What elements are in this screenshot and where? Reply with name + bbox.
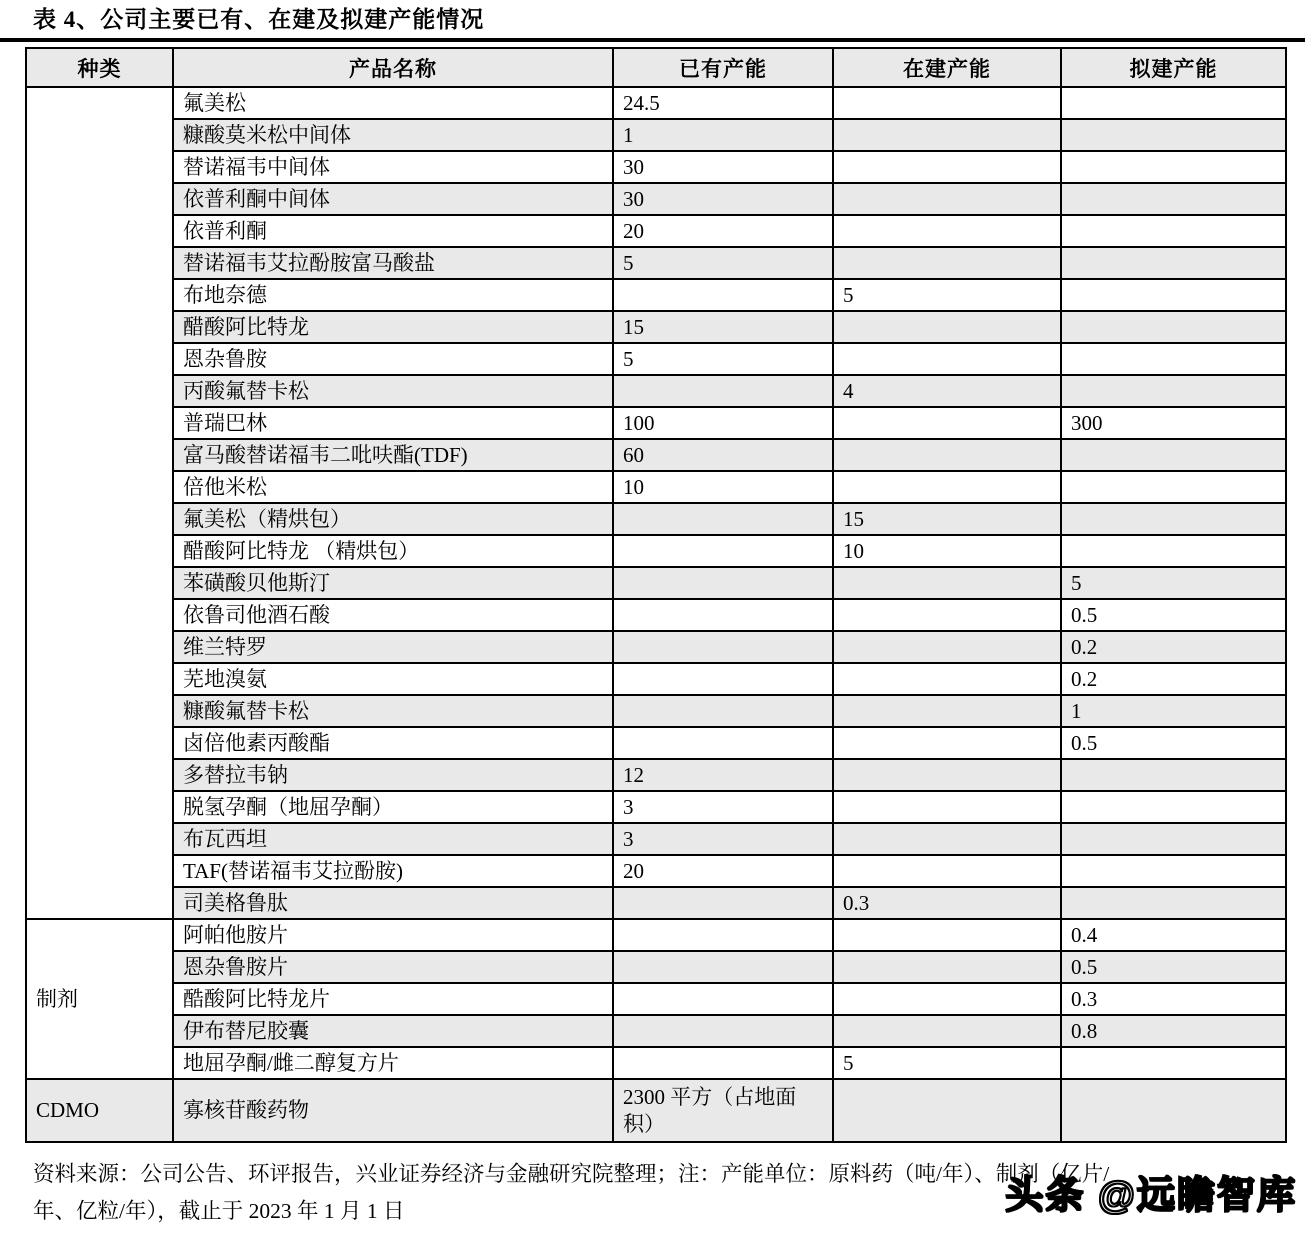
under-construction-capacity-cell bbox=[833, 183, 1061, 215]
planned-capacity-cell bbox=[1061, 279, 1286, 311]
product-name-cell: 芜地溴氨 bbox=[173, 663, 613, 695]
product-name-cell: 醋酸阿比特龙 bbox=[173, 311, 613, 343]
under-construction-capacity-cell bbox=[833, 151, 1061, 183]
table-row bbox=[26, 119, 1286, 151]
under-construction-capacity-cell: 0.3 bbox=[833, 887, 1061, 919]
existing-capacity-cell bbox=[613, 631, 833, 663]
existing-capacity-cell bbox=[613, 663, 833, 695]
product-name-cell: 倍他米松 bbox=[173, 471, 613, 503]
product-name-cell: 阿帕他胺片 bbox=[173, 919, 613, 951]
product-name-cell: 丙酸氟替卡松 bbox=[173, 375, 613, 407]
existing-capacity-cell bbox=[613, 535, 833, 567]
product-name-cell: 酷酸阿比特龙片 bbox=[173, 983, 613, 1015]
product-name-cell: 恩杂鲁胺片 bbox=[173, 951, 613, 983]
table-row bbox=[26, 759, 1286, 791]
planned-capacity-cell bbox=[1061, 215, 1286, 247]
product-name-cell: 替诺福韦中间体 bbox=[173, 151, 613, 183]
product-name-cell: 依鲁司他酒石酸 bbox=[173, 599, 613, 631]
product-name-cell: 布瓦西坦 bbox=[173, 823, 613, 855]
under-construction-capacity-cell bbox=[833, 247, 1061, 279]
category-cell bbox=[26, 87, 173, 919]
product-name-cell: 多替拉韦钠 bbox=[173, 759, 613, 791]
planned-capacity-cell bbox=[1061, 1047, 1286, 1079]
existing-capacity-cell bbox=[613, 727, 833, 759]
existing-capacity-cell: 60 bbox=[613, 439, 833, 471]
under-construction-capacity-cell bbox=[833, 727, 1061, 759]
table-header-row bbox=[26, 48, 1286, 87]
existing-capacity-cell: 100 bbox=[613, 407, 833, 439]
category-cell: 制剂 bbox=[26, 919, 173, 1079]
planned-capacity-cell: 0.3 bbox=[1061, 983, 1286, 1015]
product-name-cell: 氟美松 bbox=[173, 87, 613, 119]
planned-capacity-cell: 1 bbox=[1061, 695, 1286, 727]
table-row bbox=[26, 1047, 1286, 1079]
planned-capacity-cell bbox=[1061, 887, 1286, 919]
existing-capacity-cell bbox=[613, 1047, 833, 1079]
header-product-name: 产品名称 bbox=[173, 48, 613, 87]
source-note-line1: 资料来源：公司公告、环评报告，兴业证券经济与金融研究院整理；注：产能单位：原料药（吨/年）、制剂（亿片/ bbox=[33, 1162, 1110, 1186]
planned-capacity-cell bbox=[1061, 855, 1286, 887]
table-row bbox=[26, 151, 1286, 183]
under-construction-capacity-cell bbox=[833, 919, 1061, 951]
under-construction-capacity-cell bbox=[833, 439, 1061, 471]
table-row bbox=[26, 567, 1286, 599]
existing-capacity-cell: 3 bbox=[613, 791, 833, 823]
planned-capacity-cell bbox=[1061, 535, 1286, 567]
header-planned-capacity: 拟建产能 bbox=[1061, 48, 1286, 87]
existing-capacity-cell: 5 bbox=[613, 343, 833, 375]
existing-capacity-cell: 24.5 bbox=[613, 87, 833, 119]
table-row bbox=[26, 791, 1286, 823]
under-construction-capacity-cell bbox=[833, 87, 1061, 119]
existing-capacity-cell bbox=[613, 919, 833, 951]
under-construction-capacity-cell bbox=[833, 1015, 1061, 1047]
existing-capacity-cell bbox=[613, 503, 833, 535]
planned-capacity-cell bbox=[1061, 183, 1286, 215]
planned-capacity-cell bbox=[1061, 343, 1286, 375]
table-row bbox=[26, 599, 1286, 631]
existing-capacity-cell: 3 bbox=[613, 823, 833, 855]
table-row bbox=[26, 855, 1286, 887]
table-row bbox=[26, 951, 1286, 983]
table-row bbox=[26, 247, 1286, 279]
planned-capacity-cell bbox=[1061, 375, 1286, 407]
planned-capacity-cell: 0.5 bbox=[1061, 951, 1286, 983]
planned-capacity-cell: 0.2 bbox=[1061, 663, 1286, 695]
table-row bbox=[26, 1079, 1286, 1142]
table-row bbox=[26, 695, 1286, 727]
table-row bbox=[26, 471, 1286, 503]
under-construction-capacity-cell bbox=[833, 759, 1061, 791]
existing-capacity-cell: 10 bbox=[613, 471, 833, 503]
product-name-cell: TAF(替诺福韦艾拉酚胺) bbox=[173, 855, 613, 887]
under-construction-capacity-cell bbox=[833, 1079, 1061, 1142]
table-row bbox=[26, 183, 1286, 215]
source-note-line2: 年、亿粒/年），截止于 2023 年 1 月 1 日 bbox=[33, 1199, 405, 1223]
under-construction-capacity-cell: 5 bbox=[833, 1047, 1061, 1079]
existing-capacity-cell: 12 bbox=[613, 759, 833, 791]
header-existing-capacity: 已有产能 bbox=[613, 48, 833, 87]
product-name-cell: 富马酸替诺福韦二吡呋酯(TDF) bbox=[173, 439, 613, 471]
existing-capacity-cell bbox=[613, 983, 833, 1015]
product-name-cell: 依普利酮 bbox=[173, 215, 613, 247]
planned-capacity-cell bbox=[1061, 87, 1286, 119]
under-construction-capacity-cell: 5 bbox=[833, 279, 1061, 311]
existing-capacity-cell: 20 bbox=[613, 215, 833, 247]
table-row bbox=[26, 727, 1286, 759]
planned-capacity-cell bbox=[1061, 1079, 1286, 1142]
existing-capacity-cell bbox=[613, 695, 833, 727]
product-name-cell: 糠酸氟替卡松 bbox=[173, 695, 613, 727]
table-row bbox=[26, 631, 1286, 663]
planned-capacity-cell bbox=[1061, 759, 1286, 791]
product-name-cell: 维兰特罗 bbox=[173, 631, 613, 663]
product-name-cell: 糠酸莫米松中间体 bbox=[173, 119, 613, 151]
existing-capacity-cell: 1 bbox=[613, 119, 833, 151]
existing-capacity-cell: 5 bbox=[613, 247, 833, 279]
under-construction-capacity-cell bbox=[833, 823, 1061, 855]
under-construction-capacity-cell bbox=[833, 631, 1061, 663]
category-cell: CDMO bbox=[26, 1079, 173, 1142]
existing-capacity-cell bbox=[613, 951, 833, 983]
planned-capacity-cell: 0.4 bbox=[1061, 919, 1286, 951]
under-construction-capacity-cell bbox=[833, 567, 1061, 599]
table-row bbox=[26, 503, 1286, 535]
existing-capacity-cell bbox=[613, 887, 833, 919]
planned-capacity-cell bbox=[1061, 471, 1286, 503]
planned-capacity-cell bbox=[1061, 439, 1286, 471]
table-row bbox=[26, 407, 1286, 439]
table-caption: 表 4、公司主要已有、在建及拟建产能情况 bbox=[33, 7, 485, 32]
table-row bbox=[26, 215, 1286, 247]
existing-capacity-cell bbox=[613, 375, 833, 407]
product-name-cell: 依普利酮中间体 bbox=[173, 183, 613, 215]
product-name-cell: 替诺福韦艾拉酚胺富马酸盐 bbox=[173, 247, 613, 279]
planned-capacity-cell: 5 bbox=[1061, 567, 1286, 599]
under-construction-capacity-cell bbox=[833, 791, 1061, 823]
existing-capacity-cell: 15 bbox=[613, 311, 833, 343]
under-construction-capacity-cell bbox=[833, 215, 1061, 247]
under-construction-capacity-cell: 15 bbox=[833, 503, 1061, 535]
under-construction-capacity-cell bbox=[833, 695, 1061, 727]
under-construction-capacity-cell bbox=[833, 343, 1061, 375]
watermark: 头条 @远瞻智库 bbox=[1005, 1175, 1297, 1217]
planned-capacity-cell bbox=[1061, 119, 1286, 151]
under-construction-capacity-cell: 10 bbox=[833, 535, 1061, 567]
product-name-cell: 卤倍他素丙酸酯 bbox=[173, 727, 613, 759]
product-name-cell: 普瑞巴林 bbox=[173, 407, 613, 439]
title-rule bbox=[0, 38, 1305, 42]
product-name-cell: 布地奈德 bbox=[173, 279, 613, 311]
under-construction-capacity-cell bbox=[833, 471, 1061, 503]
product-name-cell: 苯磺酸贝他斯汀 bbox=[173, 567, 613, 599]
under-construction-capacity-cell: 4 bbox=[833, 375, 1061, 407]
planned-capacity-cell bbox=[1061, 151, 1286, 183]
table-row bbox=[26, 919, 1286, 951]
under-construction-capacity-cell bbox=[833, 983, 1061, 1015]
table-row bbox=[26, 1015, 1286, 1047]
table-row bbox=[26, 279, 1286, 311]
table-row bbox=[26, 375, 1286, 407]
planned-capacity-cell: 0.8 bbox=[1061, 1015, 1286, 1047]
table-row bbox=[26, 983, 1286, 1015]
under-construction-capacity-cell bbox=[833, 119, 1061, 151]
planned-capacity-cell bbox=[1061, 791, 1286, 823]
product-name-cell: 司美格鲁肽 bbox=[173, 887, 613, 919]
table-row bbox=[26, 87, 1286, 119]
existing-capacity-cell bbox=[613, 567, 833, 599]
header-category: 种类 bbox=[26, 48, 173, 87]
planned-capacity-cell: 300 bbox=[1061, 407, 1286, 439]
table-row bbox=[26, 439, 1286, 471]
product-name-cell: 恩杂鲁胺 bbox=[173, 343, 613, 375]
table-row bbox=[26, 887, 1286, 919]
under-construction-capacity-cell bbox=[833, 599, 1061, 631]
table-row bbox=[26, 823, 1286, 855]
header-under-construction-capacity: 在建产能 bbox=[833, 48, 1061, 87]
planned-capacity-cell: 0.5 bbox=[1061, 727, 1286, 759]
existing-capacity-cell bbox=[613, 1015, 833, 1047]
existing-capacity-cell: 20 bbox=[613, 855, 833, 887]
existing-capacity-cell: 2300 平方（占地面积） bbox=[613, 1079, 833, 1142]
under-construction-capacity-cell bbox=[833, 855, 1061, 887]
product-name-cell: 寡核苷酸药物 bbox=[173, 1079, 613, 1142]
planned-capacity-cell bbox=[1061, 503, 1286, 535]
planned-capacity-cell bbox=[1061, 823, 1286, 855]
product-name-cell: 脱氢孕酮（地屈孕酮） bbox=[173, 791, 613, 823]
under-construction-capacity-cell bbox=[833, 951, 1061, 983]
under-construction-capacity-cell bbox=[833, 663, 1061, 695]
under-construction-capacity-cell bbox=[833, 407, 1061, 439]
table-row bbox=[26, 311, 1286, 343]
product-name-cell: 地屈孕酮/雌二醇复方片 bbox=[173, 1047, 613, 1079]
capacity-table-body bbox=[26, 87, 1286, 1142]
table-row bbox=[26, 343, 1286, 375]
product-name-cell: 醋酸阿比特龙 （精烘包） bbox=[173, 535, 613, 567]
capacity-table bbox=[25, 47, 1287, 1143]
product-name-cell: 伊布替尼胶囊 bbox=[173, 1015, 613, 1047]
existing-capacity-cell bbox=[613, 599, 833, 631]
product-name-cell: 氟美松（精烘包） bbox=[173, 503, 613, 535]
existing-capacity-cell bbox=[613, 279, 833, 311]
planned-capacity-cell: 0.2 bbox=[1061, 631, 1286, 663]
planned-capacity-cell: 0.5 bbox=[1061, 599, 1286, 631]
table-row bbox=[26, 535, 1286, 567]
existing-capacity-cell: 30 bbox=[613, 183, 833, 215]
table-row bbox=[26, 663, 1286, 695]
planned-capacity-cell bbox=[1061, 247, 1286, 279]
planned-capacity-cell bbox=[1061, 311, 1286, 343]
existing-capacity-cell: 30 bbox=[613, 151, 833, 183]
under-construction-capacity-cell bbox=[833, 311, 1061, 343]
